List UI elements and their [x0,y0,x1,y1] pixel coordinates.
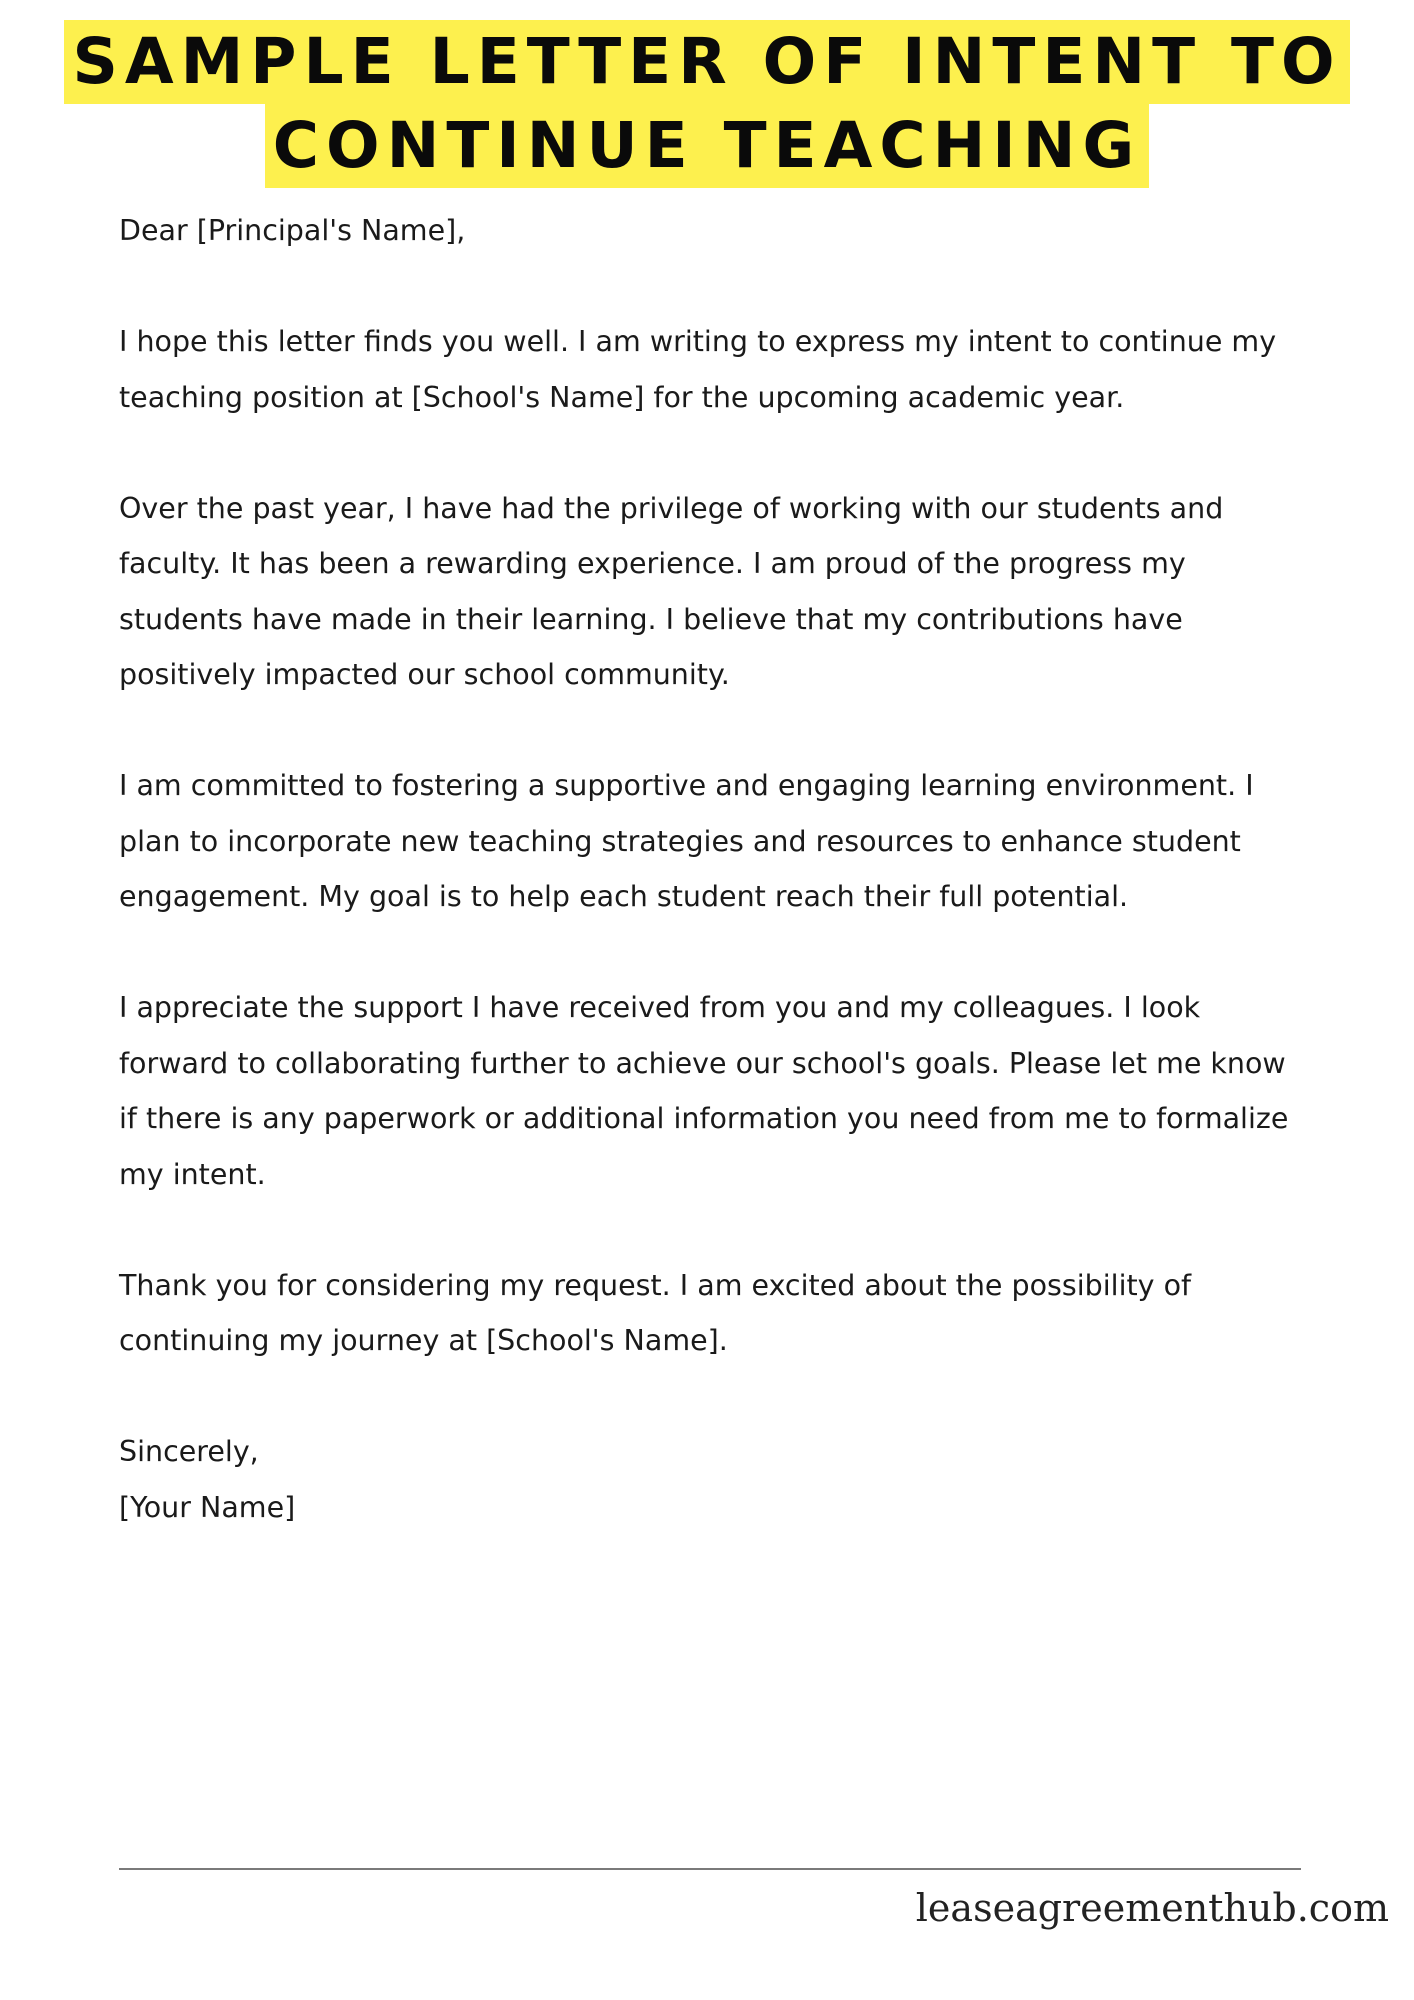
footer-divider [119,1868,1301,1870]
footer-brand: leaseagreementhub.com [915,1886,1389,1930]
paragraph-1: I hope this letter finds you well. I am writing to express my intent to continue my teaching position at [School's Name] for the upcoming academic year. [119,325,1277,414]
closing: Sincerely, [119,1435,259,1468]
document-title [0,20,1414,188]
title-line-1: SAMPLE LETTER OF INTENT TO [64,20,1349,104]
salutation: Dear [Principal's Name], [119,214,466,247]
paragraph-4: I appreciate the support I have received from you and my colleagues. I look forward to collaborating further to achieve our school's goals. Please let me know if there is any paperwork or additional information you need from me to formalize my intent. [119,991,1289,1191]
paragraph-2: Over the past year, I have had the privilege of working with our students and faculty. It has been a rewarding experience. I am proud of the progress my students have made in their learning. I believe that my contributions have positively impacted our school community. [119,491,1224,691]
paragraph-3: I am committed to fostering a supportive and engaging learning environment. I plan to incorporate new teaching strategies and resources to enhance student engagement. My goal is to help each student reach their full potential. [119,769,1254,913]
title-line-2: CONTINUE TEACHING [265,104,1149,188]
paragraph-5: Thank you for considering my request. I am excited about the possibility of continuing my journey at [School's Name]. [119,1268,1192,1357]
letter-body [119,203,1309,1535]
signature: [Your Name] [119,1490,296,1524]
